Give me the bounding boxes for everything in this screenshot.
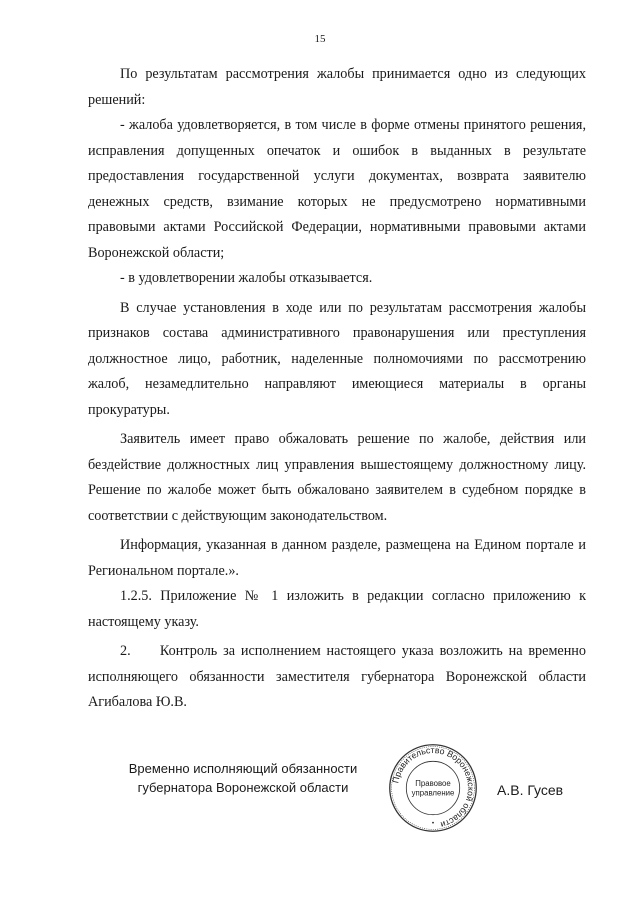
paragraph-appendix: 1.2.5. Приложение № 1 изложить в редакции согласно приложению к настоящему указу. (88, 588, 586, 630)
paragraph-appeal: Заявитель имеет право обжаловать решение по жалобе, действия или бездействие должностных лиц управления вышестоящему должностному лицу. Решение по жалобе может быть обжаловано заявителем в судебном порядке в соответствии с действующим законодательством. (88, 431, 586, 524)
stamp-center-line2: управление (411, 788, 455, 798)
official-stamp (387, 742, 479, 834)
paragraph-refused: - в удовлетворении жалобы отказывается. (120, 270, 373, 286)
page-number: 15 (314, 33, 326, 45)
signatory-title-line2: губернатора Воронежской области (137, 780, 349, 795)
paragraph-intro: По результатам рассмотрения жалобы принимается одно из следующих решений: (88, 66, 586, 108)
signatory-name: А.В. Гусев (497, 782, 564, 798)
signatory-title-line1: Временно исполняющий обязанности (128, 761, 358, 776)
paragraph-control: 2. Контроль за исполнением настоящего указа возложить на временно исполняющего обязанности заместителя губернатора Воронежской области Агибалова Ю.В. (88, 643, 586, 710)
stamp-center-line1: Правовое (415, 779, 451, 789)
stamp-ring-text: Правительство Воронежской области (390, 745, 476, 831)
paragraph-violation: В случае установления в ходе или по результатам рассмотрения жалобы признаков состава административного правонарушения или преступления должностное лицо, работник, наделенные полномочиями по рассмотрению жалоб, незамедлительно направляют имеющиеся материалы в органы прокуратуры. (88, 299, 586, 418)
paragraph-information: Информация, указанная в данном разделе, размещена на Едином портале и Региональном портале.». (88, 537, 586, 579)
document-body (88, 62, 586, 716)
stamp-star-icon: • (431, 819, 435, 827)
signatory-title (108, 759, 378, 797)
paragraph-satisfied: - жалоба удовлетворяется, в том числе в форме отмены принятого решения, исправления допущенных опечаток и ошибок в выданных в результате предоставления государственной услуги документах, возврата заявителю денежных средств, взимание которых не предусмотрено нормативными правовыми актами Российской Федерации, нормативными правовыми актами Воронежской области; (88, 117, 586, 261)
